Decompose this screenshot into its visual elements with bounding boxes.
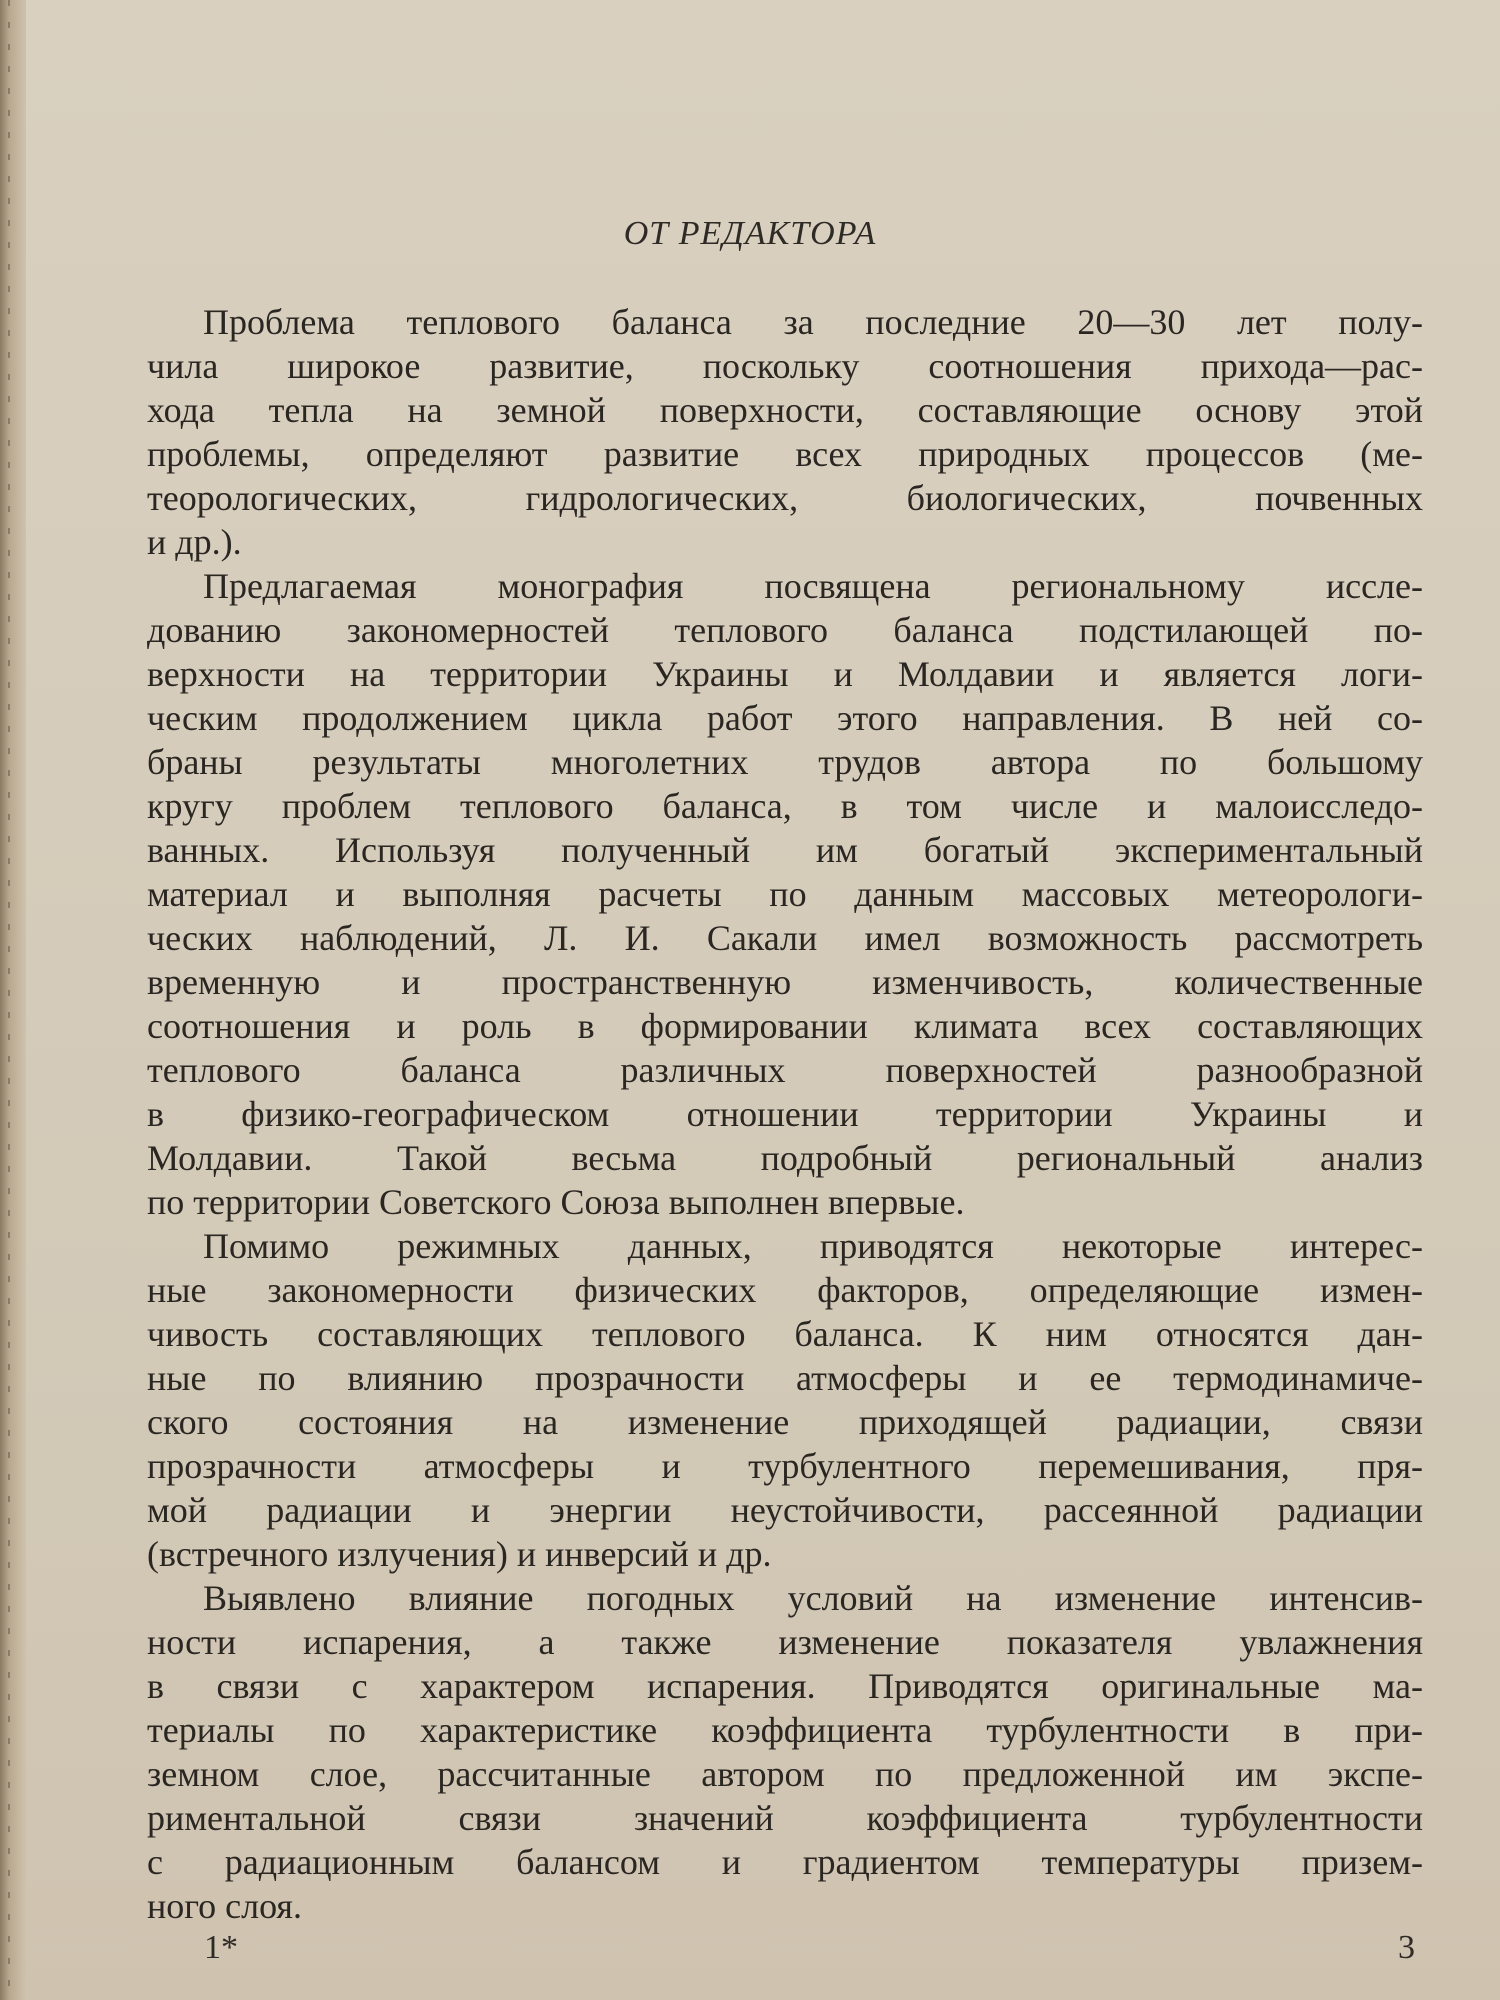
body-text bbox=[147, 300, 1423, 1928]
text-line: земном слое, рассчитанные автором по предложенной им экспе- bbox=[147, 1754, 1423, 1794]
text-line: по территории Советского Союза выполнен впервые. bbox=[147, 1182, 965, 1222]
text-line: верхности на территории Украины и Молдавии и является логи- bbox=[147, 654, 1423, 694]
text-line: хода тепла на земной поверхности, составляющие основу этой bbox=[147, 390, 1423, 430]
text-line: и др.). bbox=[147, 522, 242, 562]
text-line: соотношения и роль в формировании климата всех составляющих bbox=[147, 1006, 1423, 1046]
signature-mark: 1* bbox=[204, 1929, 238, 1966]
text-line: Проблема теплового баланса за последние 20—30 лет полу- bbox=[203, 302, 1423, 342]
page-number: 3 bbox=[1398, 1929, 1415, 1966]
text-line: ности испарения, а также изменение показателя увлажнения bbox=[147, 1622, 1423, 1662]
text-line: кругу проблем теплового баланса, в том числе и малоисследо- bbox=[147, 786, 1423, 826]
text-line: временную и пространственную изменчивость, количественные bbox=[147, 962, 1423, 1002]
text-line: чивость составляющих теплового баланса. К ним относятся дан- bbox=[147, 1314, 1423, 1354]
text-line: Выявлено влияние погодных условий на изменение интенсив- bbox=[203, 1578, 1423, 1618]
text-line: Молдавии. Такой весьма подробный региональный анализ bbox=[147, 1138, 1423, 1178]
text-line: с радиационным балансом и градиентом температуры призем- bbox=[147, 1842, 1423, 1882]
text-line: ского состояния на изменение приходящей радиации, связи bbox=[147, 1402, 1423, 1442]
text-line: прозрачности атмосферы и турбулентного перемешивания, пря- bbox=[147, 1446, 1423, 1486]
text-line: чила широкое развитие, поскольку соотношения прихода—рас- bbox=[147, 346, 1423, 386]
text-line: проблемы, определяют развитие всех природных процессов (ме- bbox=[147, 434, 1423, 474]
paragraph bbox=[147, 564, 1423, 1224]
text-line: теплового баланса различных поверхностей разнообразной bbox=[147, 1050, 1423, 1090]
text-line: в связи с характером испарения. Приводятся оригинальные ма- bbox=[147, 1666, 1423, 1706]
text-line: в физико-географическом отношении территории Украины и bbox=[147, 1094, 1423, 1134]
text-line: материал и выполняя расчеты по данным массовых метеорологи- bbox=[147, 874, 1423, 914]
text-line: теорологических, гидрологических, биологических, почвенных bbox=[147, 478, 1423, 518]
text-line: браны результаты многолетних трудов автора по большому bbox=[147, 742, 1423, 782]
text-line: ного слоя. bbox=[147, 1886, 302, 1926]
text-line: дованию закономерностей теплового баланса подстилающей по- bbox=[147, 610, 1423, 650]
text-line: Помимо режимных данных, приводятся некоторые интерес- bbox=[203, 1226, 1423, 1266]
paragraph bbox=[147, 300, 1423, 564]
book-spine-edge bbox=[0, 0, 26, 2000]
text-line: ные закономерности физических факторов, определяющие измен- bbox=[147, 1270, 1423, 1310]
text-line: мой радиации и энергии неустойчивости, рассеянной радиации bbox=[147, 1490, 1423, 1530]
text-line: риментальной связи значений коэффициента турбулентности bbox=[147, 1798, 1423, 1838]
text-line: ные по влиянию прозрачности атмосферы и ее термодинамиче- bbox=[147, 1358, 1423, 1398]
text-line: ванных. Используя полученный им богатый экспериментальный bbox=[147, 830, 1423, 870]
text-line: ческих наблюдений, Л. И. Сакали имел возможность рассмотреть bbox=[147, 918, 1423, 958]
paragraph bbox=[147, 1224, 1423, 1576]
text-line: териалы по характеристике коэффициента турбулентности в при- bbox=[147, 1710, 1423, 1750]
paragraph bbox=[147, 1576, 1423, 1928]
page-title: ОТ РЕДАКТОРА bbox=[623, 215, 877, 252]
text-line: ческим продолжением цикла работ этого направления. В ней со- bbox=[147, 698, 1423, 738]
text-line: Предлагаемая монография посвящена региональному иссле- bbox=[203, 566, 1423, 606]
text-line: (встречного излучения) и инверсий и др. bbox=[147, 1534, 772, 1574]
